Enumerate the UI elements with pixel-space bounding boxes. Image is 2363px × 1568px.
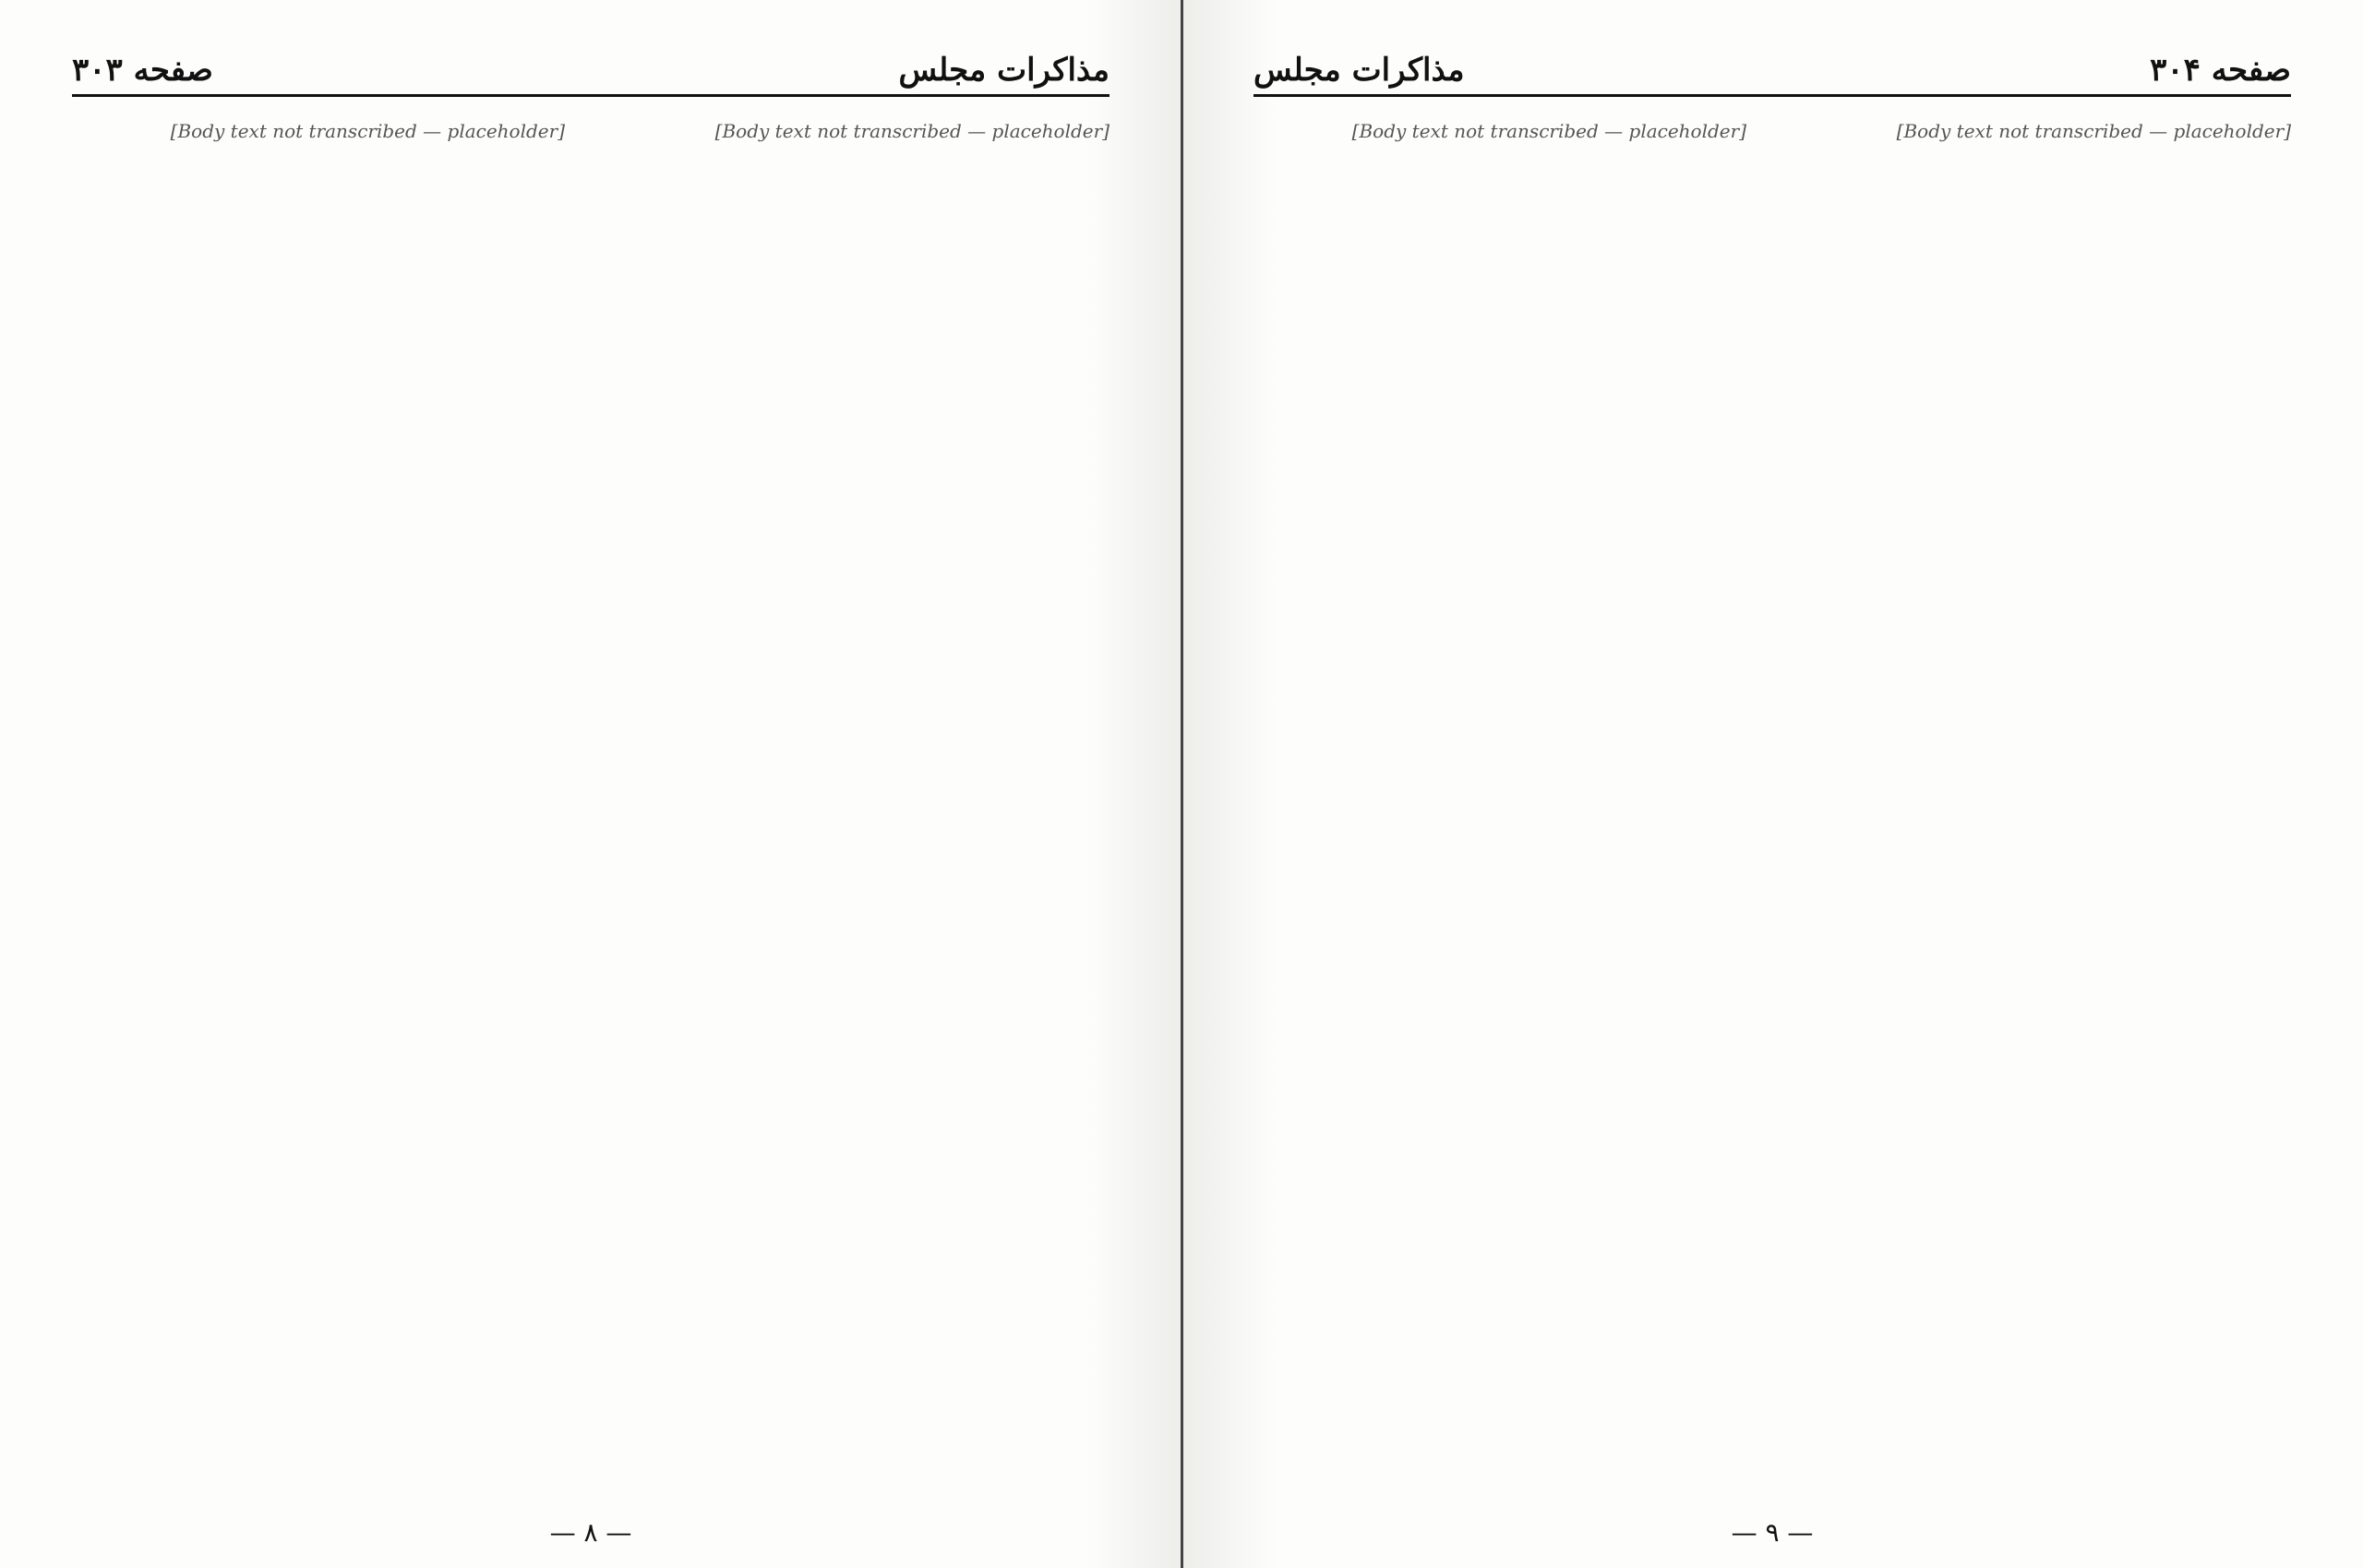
placeholder-note: [Body text not transcribed — placeholder] xyxy=(170,120,565,142)
header-title: مذاکرات مجلس xyxy=(898,52,1110,89)
text-column-left xyxy=(1253,117,1746,1483)
page-footer-number: — ۸ — xyxy=(549,1517,632,1548)
placeholder-note: [Body text not transcribed — placeholder] xyxy=(714,120,1110,142)
text-column-right xyxy=(617,117,1110,1483)
page-footer-number: — ۹ — xyxy=(1731,1517,1814,1548)
header-title: مذاکرات مجلس xyxy=(1253,52,1465,89)
page-number-label: صفحه ۳۰۴ xyxy=(2150,52,2291,89)
placeholder-note: [Body text not transcribed — placeholder] xyxy=(1351,120,1746,142)
page-header xyxy=(1253,48,2291,97)
placeholder-note: [Body text not transcribed — placeholder] xyxy=(1896,120,2291,142)
book-gutter xyxy=(1181,0,1183,1568)
text-column-right xyxy=(1798,117,2291,1483)
page-header xyxy=(72,48,1110,97)
page-304 xyxy=(1182,0,2363,1568)
page-number-label: صفحه ۳۰۳ xyxy=(72,52,213,89)
text-columns xyxy=(72,117,1110,1483)
text-column-left xyxy=(72,117,565,1483)
text-columns xyxy=(1253,117,2291,1483)
